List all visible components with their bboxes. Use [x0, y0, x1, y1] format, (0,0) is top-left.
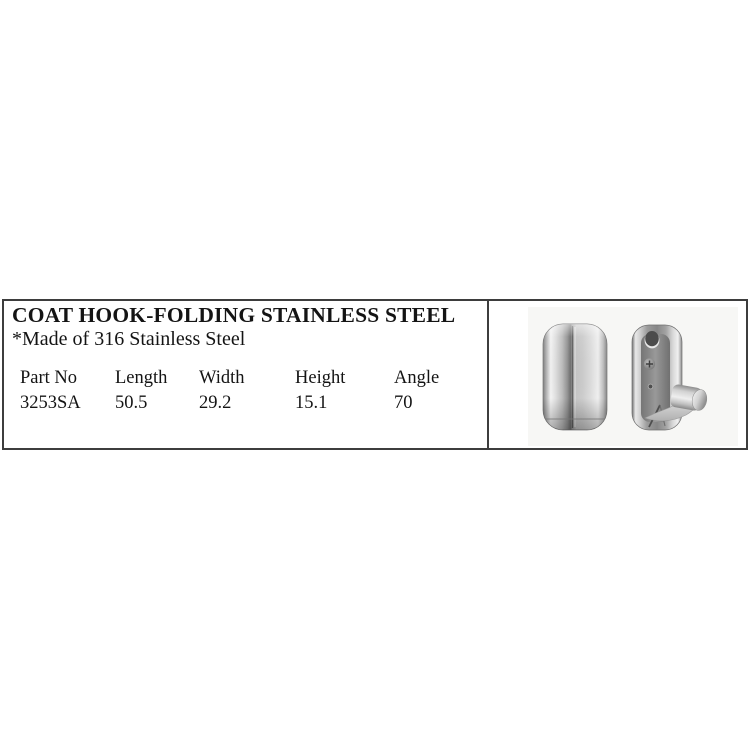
- hook-folded-front-view: [543, 324, 607, 430]
- coat-hook-photo-illustration: [528, 307, 738, 446]
- col-header-width: Width: [199, 368, 245, 388]
- spec-text-cell: [4, 301, 489, 448]
- cell-length: 50.5: [115, 393, 148, 413]
- cell-part-no: 3253SA: [20, 393, 81, 413]
- product-spec-band: [2, 299, 748, 450]
- cell-width: 29.2: [199, 393, 232, 413]
- cell-angle: 70: [394, 393, 413, 413]
- spec-table-header-row: [20, 366, 479, 391]
- product-photo: [528, 307, 738, 446]
- cell-height: 15.1: [295, 393, 328, 413]
- product-title: COAT HOOK-FOLDING STAINLESS STEEL: [12, 303, 456, 327]
- product-photo-cell: [489, 301, 746, 448]
- spec-table: [20, 366, 479, 416]
- spec-table-data-row: [20, 391, 479, 416]
- material-note: *Made of 316 Stainless Steel: [12, 328, 246, 350]
- col-header-angle: Angle: [394, 368, 440, 388]
- col-header-height: Height: [295, 368, 346, 388]
- col-header-part-no: Part No: [20, 368, 78, 388]
- hook-open-side-view: [632, 325, 708, 430]
- col-header-length: Length: [115, 368, 168, 388]
